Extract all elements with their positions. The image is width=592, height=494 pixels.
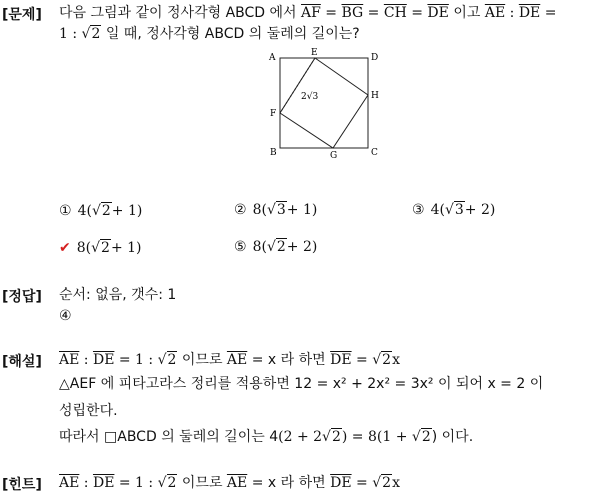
segment-ae: $\overline{AE}$: [59, 475, 80, 491]
math: x: [392, 475, 400, 491]
sqrt-sign: √: [411, 429, 421, 445]
choice-expr: + 1): [110, 240, 142, 256]
sqrt-sign: √: [372, 475, 382, 491]
choice-2[interactable]: [234, 202, 317, 218]
equals: =: [356, 475, 368, 491]
choice-expr: + 2): [286, 239, 318, 255]
explanation-text: = x 라 하면: [251, 352, 326, 368]
choice-expr: 4(: [430, 202, 445, 218]
choice-expr: + 1): [111, 203, 143, 219]
label-a: A: [269, 53, 276, 63]
radicand: 2: [331, 429, 341, 445]
segment-ch: $\overline{CH}$: [383, 5, 407, 21]
problem-label: [문제]: [2, 7, 42, 23]
hint-text: 이므로: [181, 475, 223, 491]
explanation-line-3: 성립한다.: [59, 403, 118, 419]
answer-line-2: ④: [59, 308, 72, 324]
sqrt-sign: √: [157, 475, 167, 491]
choice-4[interactable]: [59, 239, 142, 257]
answer-line-1: 순서: 없음, 갯수: 1: [59, 287, 177, 303]
sqrt-sign: √: [157, 352, 167, 368]
check-icon: ✔: [59, 240, 71, 256]
segment-bg: $\overline{BG}$: [341, 5, 364, 21]
choice-expr: 4(: [77, 203, 92, 219]
segment-de: $\overline{DE}$: [92, 352, 115, 368]
problem-text: 다음 그림과 같이 정사각형 ABCD 에서: [59, 5, 297, 21]
label-g: G: [330, 151, 338, 161]
choice-number: ①: [59, 203, 72, 219]
choice-expr: + 2): [464, 202, 496, 218]
choice-number: ③: [412, 202, 425, 218]
choice-expr: + 1): [286, 202, 318, 218]
problem-line-2: [59, 25, 360, 43]
segment-af: $\overline{AF}$: [301, 5, 321, 21]
label-c: C: [371, 148, 378, 158]
segment-de: $\overline{DE}$: [330, 352, 352, 368]
radicand: 2: [167, 475, 177, 491]
explanation-line-2: △AEF 에 피타고라스 정리를 적용하면 12 = x² + 2x² = 3x² 이 되어 x = 2 이: [59, 376, 544, 392]
equals: =: [367, 5, 380, 21]
label-h: H: [371, 91, 379, 101]
choice-5[interactable]: [234, 239, 317, 255]
ratio: 1 :: [59, 26, 82, 42]
colon: :: [83, 352, 89, 368]
sqrt-sign: √: [91, 240, 101, 256]
colon: :: [509, 5, 515, 21]
colon: :: [83, 475, 89, 491]
choice-1[interactable]: [59, 202, 142, 220]
problem-text: 이고: [453, 5, 481, 21]
choice-3[interactable]: [412, 202, 495, 218]
radicand: 2: [276, 239, 286, 255]
outer-square: [280, 58, 368, 148]
sqrt-sign: √: [266, 202, 276, 218]
sqrt-sign: √: [266, 239, 276, 255]
segment-ae: $\overline{AE}$: [226, 352, 248, 368]
radicand: 2: [421, 429, 431, 445]
label-e: E: [311, 48, 318, 58]
segment-de: $\overline{DE}$: [427, 5, 449, 21]
segment-ae: $\overline{AE}$: [484, 5, 506, 21]
segment-de: $\overline{DE}$: [330, 475, 352, 491]
math: (1 +: [376, 429, 412, 445]
label-f: F: [270, 109, 277, 119]
equals: =: [356, 352, 368, 368]
sqrt-sign: √: [372, 352, 382, 368]
explanation-text: 이므로: [181, 352, 223, 368]
radicand: 2: [382, 475, 392, 491]
sqrt-sign: √: [91, 203, 101, 219]
choice-expr: 8(: [252, 202, 267, 218]
sqrt-sign: √: [322, 429, 331, 445]
label-2root3: 2√3: [301, 92, 319, 102]
segment-ae: $\overline{AE}$: [59, 352, 80, 368]
radicand: 2: [101, 240, 110, 256]
radicand: 2: [91, 26, 101, 42]
math: (2 + 2: [278, 429, 323, 445]
answer-label: [정답]: [2, 289, 42, 305]
hint-text: = x 라 하면: [251, 475, 326, 491]
explanation-line-4: [59, 428, 473, 446]
explanation-label: [해설]: [2, 354, 42, 370]
inner-square: [280, 58, 368, 148]
hint-label: [힌트]: [2, 477, 42, 493]
choice-number: ⑤: [234, 239, 247, 255]
radicand: 2: [101, 203, 111, 219]
radicand: 2: [167, 352, 177, 368]
problem-text: 일 때, 정사각형 ABCD 의 둘레의 길이는?: [105, 26, 360, 42]
label-d: D: [371, 53, 379, 63]
math: ) = 8: [341, 429, 377, 445]
problem-line-1: [59, 4, 556, 22]
segment-ae: $\overline{AE}$: [226, 475, 248, 491]
explanation-text: ) 이다.: [431, 429, 474, 445]
segment-de: $\overline{DE}$: [518, 5, 541, 21]
explanation-text: 따라서 □ABCD 의 둘레의 길이는 4: [59, 429, 279, 445]
choice-expr: 8(: [252, 239, 267, 255]
radicand: 3: [276, 202, 286, 218]
radicand: 3: [454, 202, 464, 218]
equals: =: [411, 5, 423, 21]
label-b: B: [270, 148, 277, 158]
choice-expr: 8(: [76, 240, 92, 256]
equals: =: [544, 5, 557, 21]
math: = 1 :: [118, 475, 158, 491]
segment-de: $\overline{DE}$: [92, 475, 115, 491]
hint-line: [59, 474, 400, 492]
explanation-line-1: [59, 351, 400, 369]
radicand: 2: [382, 352, 392, 368]
square-figure: [265, 47, 385, 163]
equals: =: [325, 5, 338, 21]
sqrt-sign: √: [444, 202, 454, 218]
math: x: [392, 352, 400, 368]
math: = 1 :: [118, 352, 158, 368]
sqrt-sign: √: [81, 26, 91, 42]
choice-number: ②: [234, 202, 247, 218]
